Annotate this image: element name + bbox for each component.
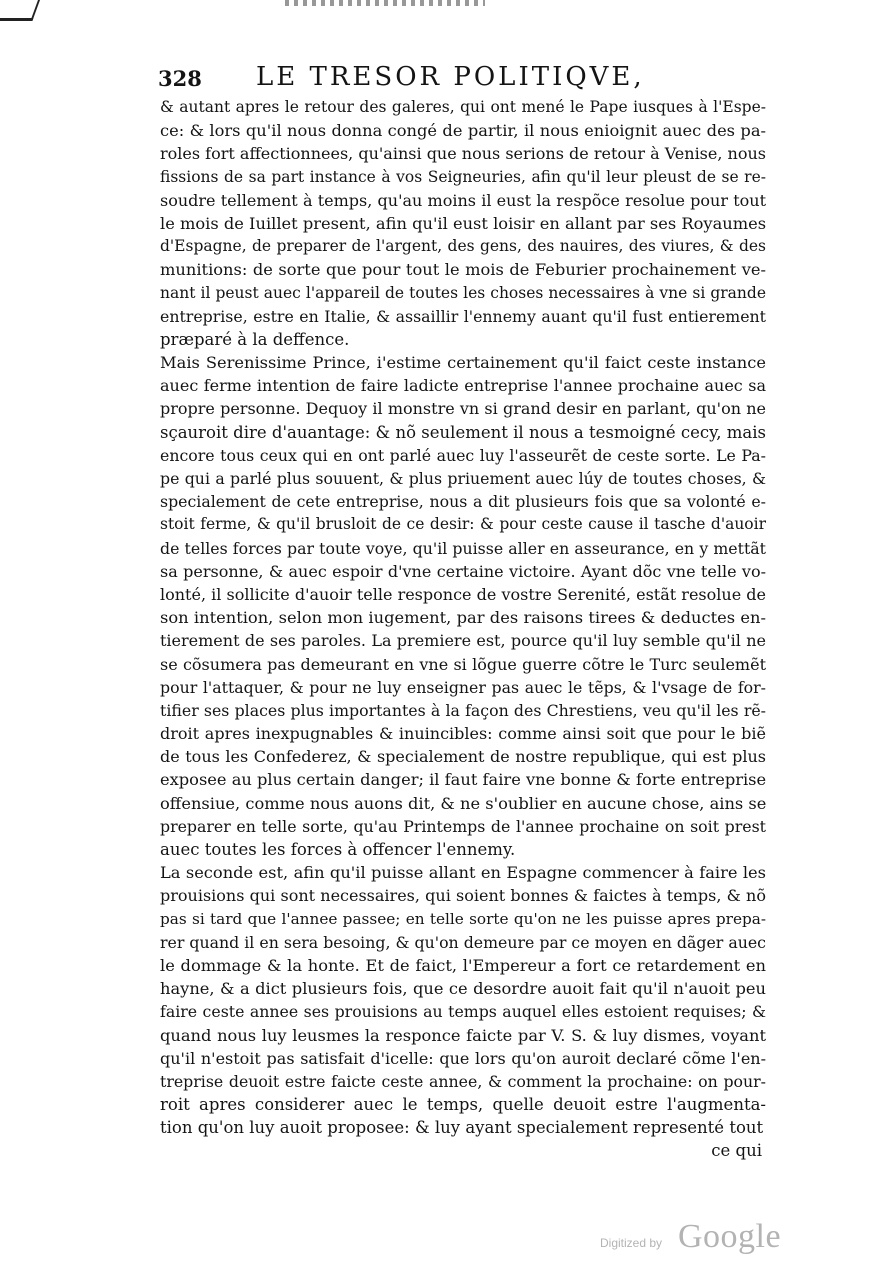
- text-line: prouisions qui sont necessaires, qui soient bonnes & faictes à temps, & nõ: [160, 886, 766, 906]
- text-line: propre personne. Dequoy il monstre vn si grand desir en parlant, qu'on ne: [160, 399, 766, 419]
- paragraph-1: [160, 96, 766, 351]
- text-line: qu'il n'estoit pas satisfait d'icelle: que lors qu'on auroit declaré cõme l'en-: [160, 1048, 766, 1068]
- text-block: [160, 96, 766, 1163]
- text-line: le dommage & la honte. Et de faict, l'Empereur a fort ce retardement en: [160, 955, 766, 975]
- watermark-brand: Google: [678, 1218, 782, 1255]
- text-line: Mais Serenissime Prince, i'estime certainement qu'il faict ceste instance: [160, 353, 766, 373]
- text-line: entreprise, estre en Italie, & assaillir l'ennemy auant qu'il fust entierement: [160, 306, 766, 326]
- text-line: sa personne, & auec espoir d'vne certaine victoire. Ayant dõc vne telle vo-: [160, 561, 766, 581]
- digitized-watermark: [600, 1218, 790, 1258]
- text-line: d'Espagne, de preparer de l'argent, des gens, des nauires, des viures, & des: [160, 237, 766, 256]
- text-line: roles fort affectionnees, qu'ainsi que nous serions de retour à Venise, nous: [160, 144, 766, 164]
- text-line: se cõsumera pas demeurant en vne si lõgue guerre cõtre le Turc seulemẽt: [160, 654, 766, 674]
- scan-artifact: [0, 0, 40, 21]
- text-line: auec ferme intention de faire ladicte entreprise l'annee prochaine auec sa: [160, 376, 766, 396]
- watermark-digitized-by: Digitized by: [600, 1236, 663, 1250]
- text-line: La seconde est, afin qu'il puisse allant en Espagne commencer à faire les: [160, 863, 766, 883]
- running-head: [158, 60, 778, 100]
- text-line: le mois de Iuillet present, afin qu'il eust loisir en allant par ses Royaumes: [160, 213, 766, 233]
- text-line: soudre tellement à temps, qu'au moins il eust la respõce resolue pour tout: [160, 190, 766, 210]
- paragraph-2: [160, 351, 766, 861]
- text-line: præparé à la deffence.: [160, 329, 350, 349]
- text-line: de telles forces par toute voye, qu'il puisse aller en asseurance, en y mettãt: [160, 538, 766, 558]
- text-line: preparer en telle sorte, qu'au Printemps de l'annee prochaine on soit prest: [160, 816, 766, 836]
- running-title: LE TRESOR POLITIQVE,: [256, 62, 645, 92]
- text-line: tierement de ses paroles. La premiere est, pource qu'il luy semble qu'il ne: [160, 631, 766, 651]
- text-line: roit apres considerer auec le temps, quelle deuoit estre l'augmenta-: [160, 1095, 766, 1115]
- text-line: nant il peust auec l'appareil de toutes les choses necessaires à vne si grande: [160, 283, 766, 302]
- catchword: ce qui: [711, 1141, 762, 1161]
- text-line: son intention, selon mon iugement, par des raisons tirees & deductes en-: [160, 608, 766, 628]
- text-line: quand nous luy leusmes la responce faicte par V. S. & luy dismes, voyant: [160, 1025, 766, 1045]
- text-line: pe qui a parlé plus souuent, & plus priuement auec lúy de toutes choses, &: [160, 469, 766, 488]
- text-line: auec toutes les forces à offencer l'ennemy.: [160, 840, 516, 859]
- text-line: & autant apres le retour des galeres, qui ont mené le Pape iusques à l'Espe-: [160, 98, 766, 116]
- text-line: tifier ses places plus importantes à la façon des Chrestiens, veu qu'il les rẽ-: [160, 700, 766, 720]
- text-line: tion qu'on luy auoit proposee: & luy ayant specialement representé tout: [160, 1118, 764, 1138]
- page-number: 328: [158, 66, 202, 91]
- text-line: hayne, & a dict plusieurs fois, que ce desordre auoit fait qu'il n'auoit peu: [160, 979, 766, 999]
- text-line: encore tous ceux qui en ont parlé auec luy l'asseurẽt de ceste sorte. Le Pa-: [160, 445, 766, 465]
- text-line: rer quand il en sera besoing, & qu'on demeure par ce moyen en dãger auec: [160, 932, 766, 952]
- scan-smudge: [285, 0, 485, 6]
- text-line: pour l'attaquer, & pour ne luy enseigner pas auec le tẽps, & l'vsage de for-: [160, 677, 766, 697]
- text-line: droit apres inexpugnables & inuincibles: comme ainsi soit que pour le biẽ: [160, 724, 766, 744]
- text-line: ce: & lors qu'il nous donna congé de partir, il nous enioignit auec des pa-: [160, 121, 766, 141]
- text-line: exposee au plus certain danger; il faut faire vne bonne & forte entreprise: [160, 770, 766, 790]
- text-line: fissions de sa part instance à vos Seigneuries, afin qu'il leur pleust de se re-: [160, 167, 766, 186]
- text-line: offensiue, comme nous auons dit, & ne s'oublier en aucune chose, ains se: [160, 793, 766, 813]
- text-line: sçauroit dire d'auantage: & nõ seulement il nous a tesmoigné cecy, mais: [160, 422, 766, 442]
- text-line: stoit ferme, & qu'il brusloit de ce desir: & pour ceste cause il tasche d'auoir: [160, 515, 766, 534]
- text-line: treprise deuoit estre faicte ceste annee, & comment la prochaine: on pour-: [160, 1071, 766, 1091]
- text-line: de tous les Confederez, & specialement de nostre republique, qui est plus: [160, 747, 766, 767]
- text-line: specialement de cete entreprise, nous a dit plusieurs fois que sa volonté e-: [160, 492, 766, 512]
- paragraph-3: [160, 861, 766, 1139]
- text-line: lonté, il sollicite d'auoir telle responce de vostre Serenité, estãt resolue de: [160, 584, 766, 604]
- text-line: faire ceste annee ses prouisions au temps auquel elles estoient requises; &: [160, 1002, 766, 1022]
- text-line: munitions: de sorte que pour tout le mois de Feburier prochainement ve-: [160, 260, 766, 280]
- text-line: pas si tard que l'annee passee; en telle sorte qu'on ne les puisse apres prepa-: [160, 909, 766, 928]
